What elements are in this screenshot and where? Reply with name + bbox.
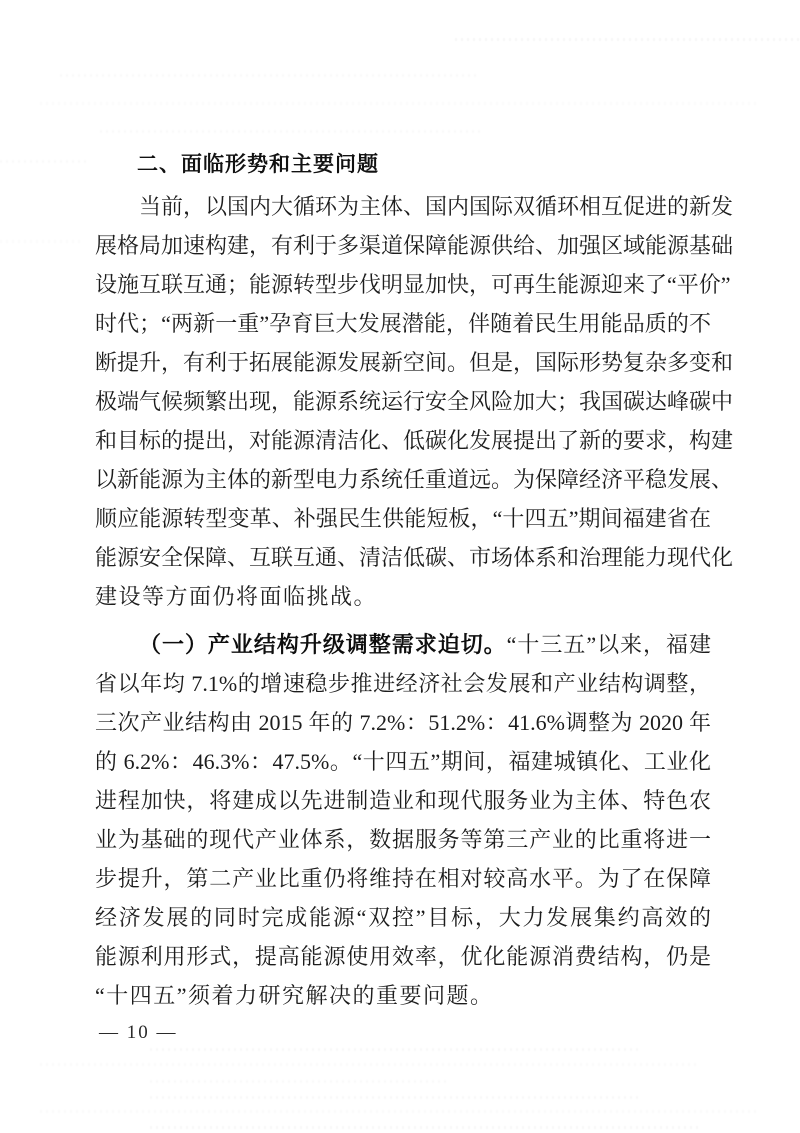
text-line: 的 6.2%：46.3%：47.5%。“十四五”期间，福建城镇化、工业化 xyxy=(95,749,711,774)
text-line: 经济发展的同时完成能源“双控”目标，大力发展集约高效的 xyxy=(95,905,711,930)
paragraph-lead-bold: （一）产业结构升级调整需求迫切。 xyxy=(139,632,507,657)
scan-artifact xyxy=(150,1096,640,1099)
scan-artifact xyxy=(150,1048,640,1051)
text-line xyxy=(95,625,711,664)
scan-artifact xyxy=(40,1063,700,1066)
scan-artifact xyxy=(150,1080,450,1083)
text-line: “十四五”须着力研究解决的重要问题。 xyxy=(95,983,494,1008)
text-line: 断提升，有利于拓展能源发展新空间。但是，国际形势复杂多变和 xyxy=(95,350,734,375)
scan-artifact xyxy=(150,1126,700,1129)
paragraph-lead-rest: “十三五”以来，福建 xyxy=(506,632,711,657)
text-line: 业为基础的现代产业体系，数据服务等第三产业的比重将进一 xyxy=(95,827,711,852)
text-line: 能源利用形式，提高能源使用效率，优化能源消费结构，仍是 xyxy=(95,944,711,969)
section-heading: 二、面临形势和主要问题 xyxy=(137,153,379,176)
text-line: 建设等方面仍将面临挑战。 xyxy=(95,584,378,609)
scan-artifact xyxy=(0,160,88,163)
text-line: 设施互联互通；能源转型步伐明显加快，可再生能源迎来了“平价” xyxy=(95,272,731,297)
page-number: — 10 — xyxy=(99,1022,178,1043)
scan-artifact xyxy=(40,1110,760,1113)
scan-artifact xyxy=(60,74,480,77)
scan-artifact xyxy=(455,38,800,41)
scan-artifact xyxy=(40,102,760,105)
text-line: 能源安全保障、互联互通、清洁低碳、市场体系和治理能力现代化 xyxy=(95,545,734,570)
paragraph-2 xyxy=(95,625,711,1015)
text-line: 省以年均 7.1%的增速稳步推进经济社会发展和产业结构调整， xyxy=(95,671,711,696)
text-line: 时代；“两新一重”孕育巨大发展潜能，伴随着民生用能品质的不 xyxy=(95,311,711,336)
page-content xyxy=(95,150,734,1015)
paragraph-1 xyxy=(95,187,734,616)
text-line: 顺应能源转型变革、补强民生供能短板，“十四五”期间福建省在 xyxy=(95,506,711,531)
text-line: 极端气候频繁出现，能源系统运行安全风险加大；我国碳达峰碳中 xyxy=(95,389,734,414)
text-line: 步提升，第二产业比重仍将维持在相对较高水平。为了在保障 xyxy=(95,866,711,891)
text-line: 展格局加速构建，有利于多渠道保障能源供给、加强区域能源基础 xyxy=(95,233,734,258)
text-line: 以新能源为主体的新型电力系统任重道远。为保障经济平稳发展、 xyxy=(95,467,734,492)
text-line: 和目标的提出，对能源清洁化、低碳化发展提出了新的要求，构建 xyxy=(95,428,734,453)
text-line: 当前，以国内大循环为主体、国内国际双循环相互促进的新发 xyxy=(139,194,734,219)
text-line: 三次产业结构由 2015 年的 7.2%：51.2%：41.6%调整为 2020 年 xyxy=(95,710,711,735)
text-line: 进程加快，将建成以先进制造业和现代服务业为主体、特色农 xyxy=(95,788,711,813)
scan-artifact xyxy=(0,240,80,243)
scan-artifact xyxy=(100,130,480,133)
